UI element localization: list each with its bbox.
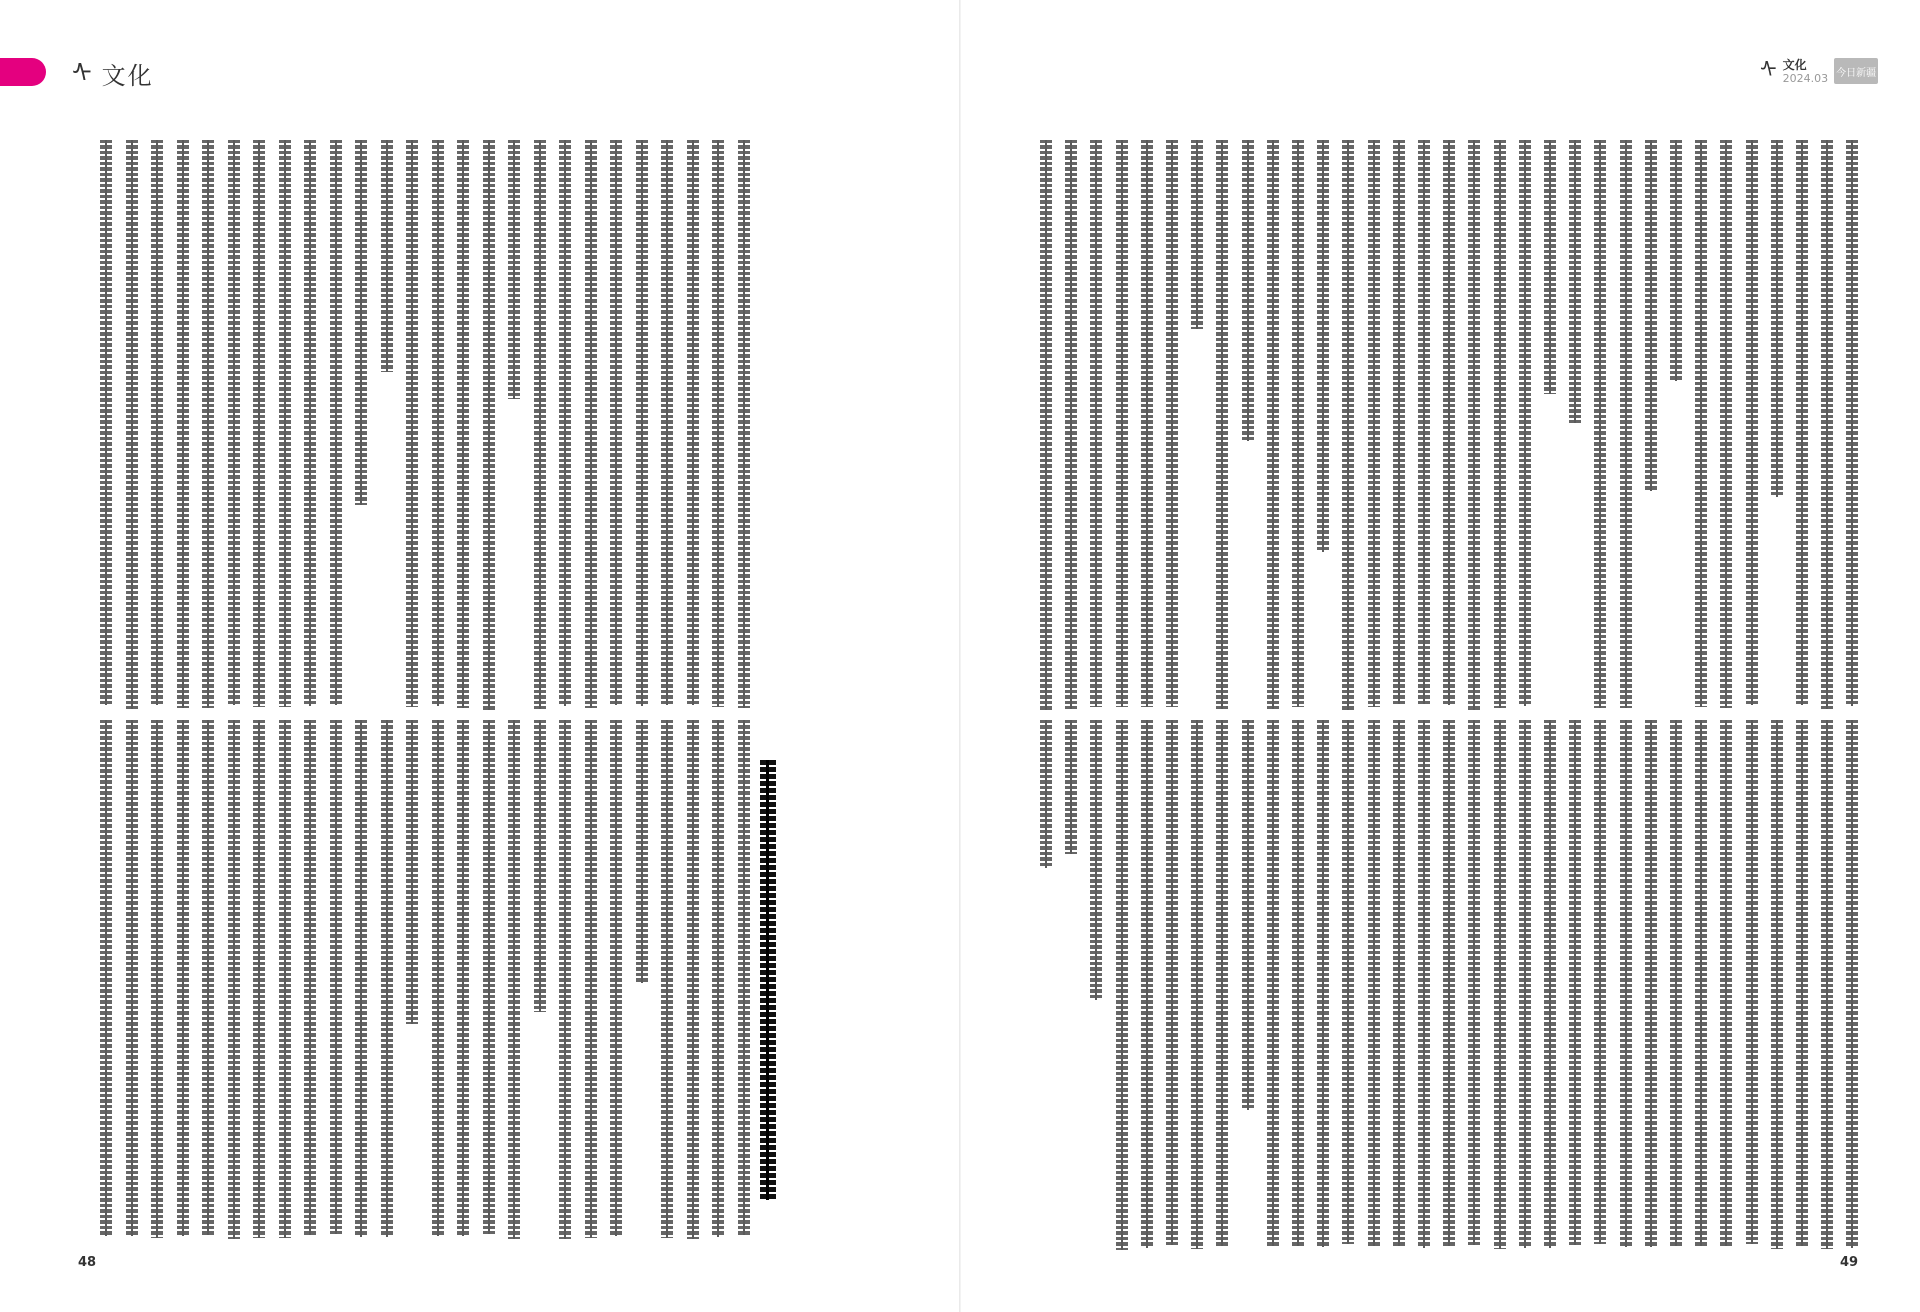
text-column bbox=[1090, 720, 1102, 1000]
text-column bbox=[100, 720, 112, 1236]
text-column bbox=[1216, 720, 1228, 1246]
text-column bbox=[1771, 140, 1783, 497]
text-column bbox=[177, 140, 189, 708]
text-column bbox=[1720, 140, 1732, 708]
text-column bbox=[151, 140, 163, 705]
text-column bbox=[1670, 140, 1682, 381]
text-column bbox=[1267, 140, 1279, 709]
text-column bbox=[1519, 720, 1531, 1248]
text-column bbox=[1116, 140, 1128, 707]
text-column bbox=[202, 720, 214, 1235]
text-column bbox=[1418, 720, 1430, 1248]
text-column bbox=[304, 140, 316, 706]
text-column bbox=[432, 140, 444, 706]
left-page-header bbox=[72, 56, 154, 91]
text-column bbox=[1695, 720, 1707, 1246]
text-column bbox=[1620, 140, 1632, 708]
text-column bbox=[1242, 140, 1254, 441]
text-column bbox=[330, 140, 342, 705]
text-column bbox=[661, 140, 673, 705]
text-column bbox=[228, 720, 240, 1239]
text-column bbox=[559, 140, 571, 706]
left-section-title: 文化 bbox=[101, 62, 154, 90]
text-column bbox=[406, 140, 418, 707]
text-column bbox=[1065, 720, 1077, 854]
text-column bbox=[1569, 720, 1581, 1245]
text-column bbox=[202, 140, 214, 708]
magazine-logo: 今日新疆 bbox=[1834, 58, 1878, 84]
text-column bbox=[636, 720, 648, 983]
text-column bbox=[712, 140, 724, 707]
text-column bbox=[1468, 140, 1480, 710]
text-column bbox=[1594, 140, 1606, 708]
text-column bbox=[1267, 720, 1279, 1246]
text-column bbox=[1821, 720, 1833, 1249]
text-column bbox=[126, 720, 138, 1236]
text-column bbox=[610, 140, 622, 705]
text-column bbox=[585, 720, 597, 1238]
right-section-title: 文化 bbox=[1782, 57, 1807, 72]
text-column bbox=[483, 720, 495, 1234]
text-column bbox=[1569, 140, 1581, 423]
mongolian-script-glyph-icon: ᠰ bbox=[1760, 58, 1777, 83]
text-column bbox=[1393, 140, 1405, 704]
text-column bbox=[1796, 140, 1808, 705]
text-column bbox=[457, 720, 469, 1236]
text-column bbox=[1065, 140, 1077, 709]
left-page-number: 48 bbox=[78, 1255, 97, 1270]
text-column bbox=[1670, 720, 1682, 1246]
text-column bbox=[738, 140, 750, 708]
text-column bbox=[1393, 720, 1405, 1246]
text-column bbox=[508, 720, 520, 1239]
text-column bbox=[1317, 140, 1329, 552]
page-gutter bbox=[959, 0, 961, 1312]
text-column bbox=[1720, 720, 1732, 1246]
text-column bbox=[1418, 140, 1430, 704]
text-column bbox=[1166, 720, 1178, 1245]
text-column bbox=[1695, 140, 1707, 707]
text-column bbox=[559, 720, 571, 1239]
text-column bbox=[610, 720, 622, 1236]
text-column bbox=[355, 720, 367, 1237]
text-column bbox=[1191, 140, 1203, 329]
text-column bbox=[1317, 720, 1329, 1247]
text-column bbox=[355, 140, 367, 505]
text-column bbox=[381, 720, 393, 1237]
text-column bbox=[534, 140, 546, 709]
right-lower-text-block bbox=[1040, 720, 1870, 1250]
text-column bbox=[636, 140, 648, 706]
text-column bbox=[585, 140, 597, 708]
text-column bbox=[1544, 720, 1556, 1248]
text-column bbox=[1620, 720, 1632, 1247]
text-column bbox=[1645, 720, 1657, 1247]
text-column bbox=[1141, 720, 1153, 1248]
mongolian-script-glyph-icon: ᠰ bbox=[72, 58, 92, 89]
text-column bbox=[1846, 140, 1858, 706]
text-column bbox=[508, 140, 520, 399]
text-column bbox=[1342, 140, 1354, 710]
text-column bbox=[1821, 140, 1833, 709]
text-column bbox=[1116, 720, 1128, 1250]
text-column bbox=[661, 720, 673, 1238]
text-column bbox=[1746, 140, 1758, 705]
text-column bbox=[1292, 720, 1304, 1246]
text-column bbox=[126, 140, 138, 709]
section-tab-marker bbox=[0, 58, 46, 86]
text-column bbox=[330, 720, 342, 1234]
text-column bbox=[1544, 140, 1556, 394]
text-column bbox=[1292, 140, 1304, 707]
text-column bbox=[253, 720, 265, 1238]
text-column bbox=[1090, 140, 1102, 707]
text-column bbox=[1746, 720, 1758, 1244]
text-column bbox=[1040, 720, 1052, 868]
text-column bbox=[1494, 720, 1506, 1249]
text-column bbox=[483, 140, 495, 710]
text-column bbox=[151, 720, 163, 1238]
text-column bbox=[253, 140, 265, 707]
right-upper-text-block bbox=[1040, 140, 1870, 710]
text-column bbox=[432, 720, 444, 1236]
text-column bbox=[712, 720, 724, 1237]
chapter-heading bbox=[760, 760, 776, 1200]
text-column bbox=[1645, 140, 1657, 491]
text-column bbox=[534, 720, 546, 1012]
issue-date: 2024.03 bbox=[1782, 71, 1829, 85]
text-column bbox=[1242, 720, 1254, 1110]
text-column bbox=[1494, 140, 1506, 708]
text-column bbox=[279, 720, 291, 1238]
text-column bbox=[1166, 140, 1178, 707]
text-column bbox=[1771, 720, 1783, 1249]
text-column bbox=[1368, 140, 1380, 707]
text-column bbox=[406, 720, 418, 1024]
text-column bbox=[1468, 720, 1480, 1245]
text-column bbox=[1141, 140, 1153, 707]
text-column bbox=[1443, 140, 1455, 705]
text-column bbox=[738, 720, 750, 1235]
text-column bbox=[1368, 720, 1380, 1246]
text-column bbox=[1191, 720, 1203, 1249]
text-column bbox=[687, 720, 699, 1239]
text-column bbox=[100, 140, 112, 705]
text-column bbox=[177, 720, 189, 1236]
text-column bbox=[1846, 720, 1858, 1248]
text-column bbox=[1040, 140, 1052, 710]
text-column bbox=[381, 140, 393, 372]
text-column bbox=[1443, 720, 1455, 1246]
right-page-header bbox=[1760, 58, 1878, 84]
text-column bbox=[1594, 720, 1606, 1244]
text-column bbox=[279, 140, 291, 707]
text-column bbox=[304, 720, 316, 1235]
text-column bbox=[1519, 140, 1531, 706]
text-column bbox=[1216, 140, 1228, 709]
text-column bbox=[228, 140, 240, 705]
text-column bbox=[457, 140, 469, 708]
right-page-number: 49 bbox=[1840, 1255, 1859, 1270]
text-column bbox=[1796, 720, 1808, 1246]
text-column bbox=[1342, 720, 1354, 1244]
text-column bbox=[687, 140, 699, 705]
left-upper-text-block bbox=[100, 140, 780, 710]
left-lower-text-block bbox=[100, 720, 900, 1240]
